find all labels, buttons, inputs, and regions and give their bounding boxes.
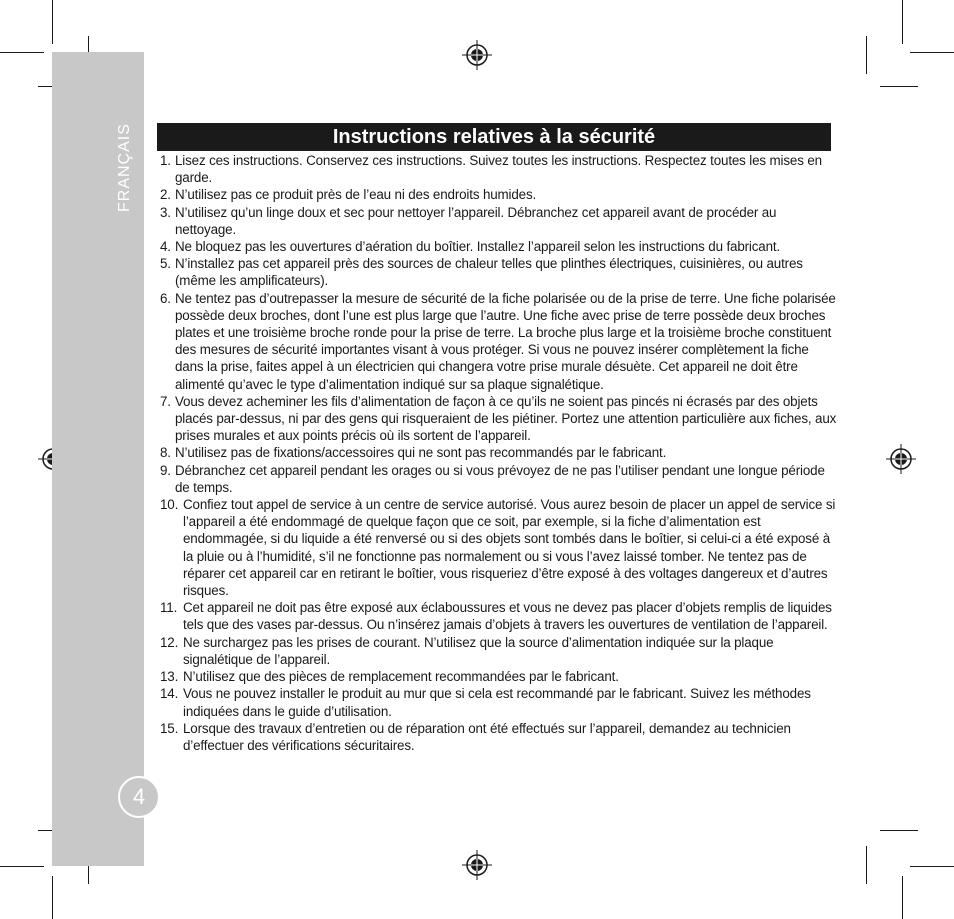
item-text: Lorsque des travaux d’entretien ou de réparation ont été effectués sur l’appareil, demandez au technicien d’effectuer des vérifications sécuritaires.	[183, 720, 791, 753]
list-item	[160, 152, 840, 186]
crop-mark	[52, 876, 53, 919]
item-number: 7.	[160, 393, 171, 409]
page-title: Instructions relatives à la sécurité	[157, 123, 831, 151]
item-text: Cet appareil ne doit pas être exposé aux éclaboussures et vous ne devez pas placer d’objets remplis de liquides tels que des vases par-dessus. Ou n’insérez jamais d’objets à travers les ouvertures de ventilation de l’appareil.	[183, 600, 832, 633]
crop-mark	[910, 866, 954, 867]
crop-mark	[866, 36, 867, 74]
item-number: 4.	[160, 239, 171, 255]
item-number: 9.	[160, 462, 171, 478]
item-text: N’utilisez pas ce produit près de l’eau ni des endroits humides.	[175, 187, 537, 203]
list-item	[160, 290, 840, 393]
language-label: FRANÇAIS	[116, 123, 133, 212]
item-number: 8.	[160, 445, 171, 461]
item-text: Vous devez acheminer les fils d’alimentation de façon à ce qu’ils ne soient pas pincés ni écrasés par des objets placés par-dessus, ni par des gens qui risqueraient de les piétiner. Portez une attention particulière aux fiches, aux prises murales et aux points précis où ils sortent de l’appareil.	[175, 393, 837, 444]
registration-mark-icon	[886, 444, 916, 474]
list-item	[160, 496, 840, 599]
item-number: 12.	[160, 634, 179, 650]
list-item	[160, 204, 840, 238]
item-text: Vous ne pouvez installer le produit au mur que si cela est recommandé par le fabricant. Suivez les méthodes indiquées dans le guide d’utilisation.	[183, 686, 811, 719]
item-text: Confiez tout appel de service à un centre de service autorisé. Vous aurez besoin de placer un appel de service si l’appareil a été endommagé de quelque façon que ce soit, par exemple, si la fiche d’alimentation est endommagée, si du liquide a été renversé ou si des objets sont tombés dans le boîtier, si celui-ci a été exposé à la pluie ou à l’humidité, s’il ne fonctionne pas normalement ou si vous l’avez laissé tomber. Ne tentez pas de réparer cet appareil car en retirant le boîtier, vous risqueriez d’être exposé à des voltages dangereux et d’autres risques.	[183, 497, 836, 599]
item-number: 3.	[160, 204, 171, 220]
crop-mark	[880, 830, 918, 831]
crop-mark	[880, 86, 918, 87]
crop-mark	[902, 876, 903, 919]
item-text: N’utilisez qu’un linge doux et sec pour nettoyer l’appareil. Débranchez cet appareil avant de procéder au nettoyage.	[175, 204, 777, 237]
crop-mark	[52, 0, 53, 44]
item-number: 10.	[160, 497, 179, 513]
item-number: 13.	[160, 669, 179, 685]
registration-mark-icon	[462, 40, 492, 70]
item-number: 1.	[160, 153, 171, 168]
item-number: 14.	[160, 686, 179, 702]
list-item	[160, 462, 840, 496]
crop-mark	[0, 866, 44, 867]
item-text: Lisez ces instructions. Conservez ces instructions. Suivez toutes les instructions. Respectez toutes les mises en garde.	[175, 153, 822, 186]
page-number: 4	[118, 776, 160, 818]
list-item	[160, 685, 840, 719]
item-text: N’utilisez que des pièces de remplacement recommandées par le fabricant.	[183, 669, 619, 685]
list-item	[160, 255, 840, 289]
item-number: 15.	[160, 720, 179, 736]
item-text: Débranchez cet appareil pendant les orages ou si vous prévoyez de ne pas l’utiliser pendant une longue période de temps.	[175, 462, 825, 495]
crop-mark	[0, 52, 44, 53]
crop-mark	[902, 0, 903, 44]
item-number: 11.	[160, 600, 178, 616]
list-item	[160, 634, 840, 668]
list-item	[160, 599, 840, 633]
item-text: N’utilisez pas de fixations/accessoires qui ne sont pas recommandés par le fabricant.	[175, 445, 667, 461]
item-number: 6.	[160, 290, 171, 306]
registration-mark-icon	[462, 850, 492, 880]
list-item	[160, 238, 840, 255]
list-item	[160, 393, 840, 445]
crop-mark	[866, 846, 867, 884]
item-text: Ne tentez pas d’outrepasser la mesure de sécurité de la fiche polarisée ou de la prise de terre. Une fiche polarisée possède deux broches, dont l’une est plus large que l’autre. Une fiche avec prise de terre possède deux broches plates et une troisième broche ronde pour la prise de terre. La broche plus large et la troisième broche constituent des mesures de sécurité importantes visant à vous protéger. Si vous ne pouvez insérer complètement la fiche dans la prise, faites appel à un électricien qui changera votre prise murale désuète. Cet appareil ne doit être alimenté qu’avec le type d’alimentation indiqué sur sa plaque signalétique.	[175, 290, 836, 392]
item-number: 5.	[160, 256, 171, 272]
list-item	[160, 444, 840, 461]
item-text: Ne surchargez pas les prises de courant. N’utilisez que la source d’alimentation indiquée sur la plaque signalétique de l’appareil.	[183, 634, 774, 667]
item-number: 2.	[160, 187, 171, 203]
list-item	[160, 186, 840, 203]
list-item	[160, 668, 840, 685]
list-item	[160, 720, 840, 754]
item-text: N’installez pas cet appareil près des sources de chaleur telles que plinthes électriques, cuisinières, ou autres (même les amplificateurs).	[175, 256, 803, 289]
item-text: Ne bloquez pas les ouvertures d’aération du boîtier. Installez l’appareil selon les instructions du fabricant.	[175, 239, 781, 255]
instructions-list	[160, 152, 840, 754]
crop-mark	[910, 52, 954, 53]
